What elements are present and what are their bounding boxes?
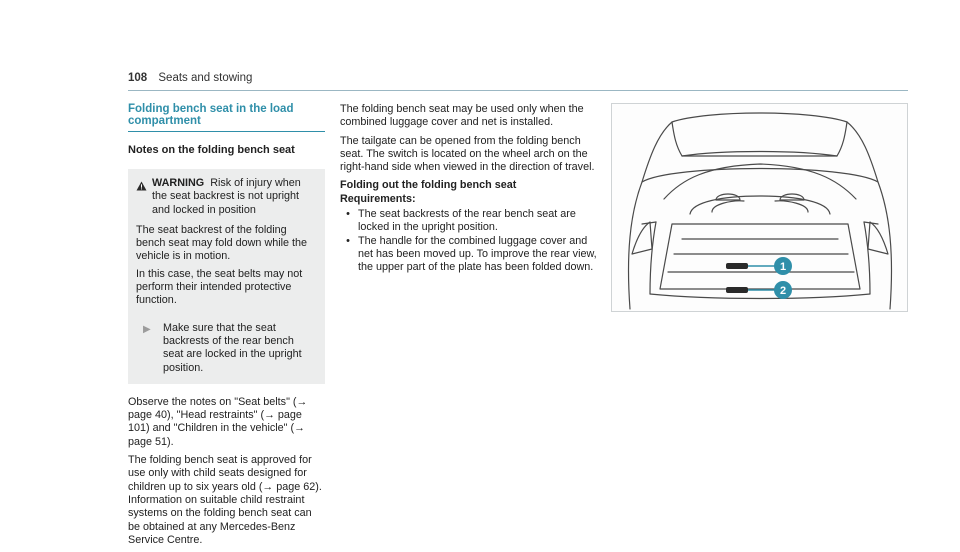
list-item: • The seat backrests of the rear bench seat are locked in the upright position. (346, 208, 576, 234)
warning-triangle-icon (136, 177, 152, 217)
warning-box (128, 169, 325, 384)
load-compartment-illustration (611, 103, 908, 312)
page-header (128, 72, 252, 84)
svg-text:1: 1 (779, 261, 787, 273)
fold-out-title: Folding out the folding bench seat (340, 179, 517, 192)
paragraph: The folding bench seat is approved for use only with child seats designed for children up to six years old (→ page 62). Information on suitable child restraint systems on the folding bench seat can be obtained at any Mercedes-Benz Service Centre. (128, 454, 322, 546)
instruction-step (136, 322, 317, 375)
left-column (128, 103, 325, 552)
instruction-arrow-icon: ▶ (143, 323, 151, 335)
callout-2 (774, 281, 792, 299)
paragraph: The folding bench seat may be used only when the combined luggage cover and net is installed. (340, 103, 584, 129)
requirements-list (340, 208, 598, 274)
page-number: 108 (128, 72, 148, 84)
section-title: Folding bench seat in the load compartment (128, 103, 325, 132)
instruction-text: Make sure that the seat backrests of the rear bench seat are locked in the upright position. (163, 321, 302, 374)
header-rule (128, 90, 908, 91)
svg-text:2: 2 (779, 285, 787, 297)
warning-text: Risk of injury when the seat backrest is not upright and locked in position (152, 177, 301, 216)
requirements-label: Requirements: (340, 192, 416, 205)
warning-paragraph: In this case, the seat belts may not perform their intended protective function. (136, 267, 303, 307)
callout-1 (774, 257, 792, 275)
list-item: • The handle for the combined luggage cover and net has been moved up. To improve the rear view, the upper part of the plate has been folded down. (346, 234, 597, 274)
paragraph: The tailgate can be opened from the folding bench seat. The switch is located on the wheel arch on the right-hand side when viewed in the direction of travel. (340, 134, 595, 174)
paragraph: Observe the notes on "Seat belts" (→ page 40), "Head restraints" (→ page 101) and "Children in the vehicle" (→ page 51). (128, 395, 308, 448)
warning-paragraph: The seat backrest of the folding bench seat may fold down while the vehicle is in motion. (136, 223, 308, 263)
chapter-title: Seats and stowing (158, 72, 253, 84)
middle-column (340, 103, 598, 275)
notes-title: Notes on the folding bench seat (128, 144, 295, 156)
warning-label: WARNING (152, 177, 205, 189)
